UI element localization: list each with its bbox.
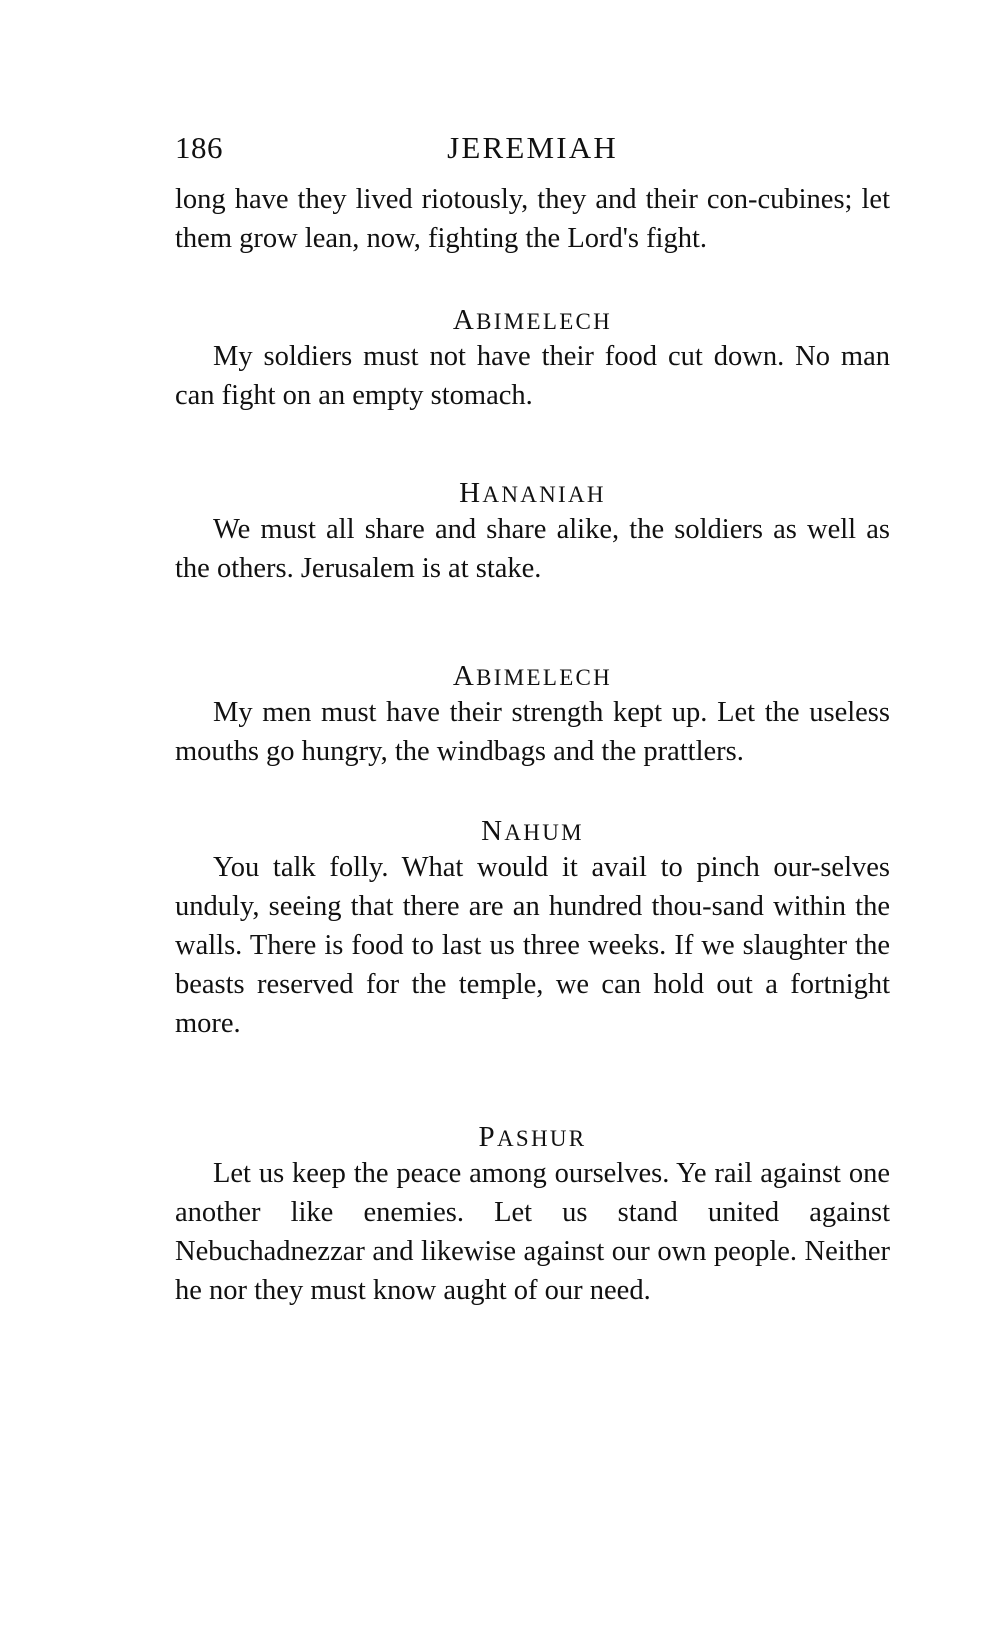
- speaker-abimelech-1: [175, 304, 890, 337]
- running-title: JEREMIAH: [447, 130, 618, 165]
- speech-abimelech-2: My men must have their strength kept up. Let the useless mouths go hungry, the windbags and the prattlers.: [175, 697, 890, 767]
- speaker-name-rest: ASHUR: [496, 1126, 587, 1151]
- speaker-name-rest: ANANIAH: [482, 482, 606, 507]
- speaker-initial: P: [478, 1121, 497, 1153]
- speech-abimelech-1: My soldiers must not have their food cut down. No man can fight on an empty stomach.: [175, 341, 890, 411]
- page-header: [175, 120, 890, 180]
- speaker-pashur-group: [175, 1121, 890, 1310]
- speaker-hananiah: [175, 477, 890, 510]
- speaker-initial: N: [481, 815, 505, 847]
- speaker-nahum: [175, 815, 890, 848]
- speaker-nahum-group: [175, 815, 890, 1043]
- speaker-abimelech-2: [175, 660, 890, 693]
- speaker-initial: A: [452, 304, 477, 336]
- speaker-name-rest: AHUM: [504, 820, 584, 845]
- speaker-hananiah-group: [175, 477, 890, 588]
- speech-pashur: Let us keep the peace among ourselves. Ye rail against one another like enemies. Let us stand united against Nebuchadnezzar and likewise against our own people. Neither he nor they must know aught of our need.: [175, 1158, 890, 1306]
- speaker-name-rest: BIMELECH: [476, 309, 613, 334]
- page-number: 186: [175, 130, 223, 165]
- speech-hananiah: We must all share and share alike, the soldiers as well as the others. Jerusalem is at stake.: [175, 514, 890, 584]
- speech-nahum: You talk folly. What would it avail to pinch our-selves unduly, seeing that there are an hundred thou-sand within the walls. There is food to last us three weeks. If we slaughter the beasts reserved for the temple, we can hold out a fortnight more.: [175, 852, 890, 1039]
- page-content: [175, 120, 890, 1310]
- speaker-initial: A: [452, 660, 477, 692]
- speaker-abimelech-1-group: [175, 304, 890, 415]
- speaker-abimelech-2-group: [175, 660, 890, 771]
- speaker-pashur: [175, 1121, 890, 1154]
- opening-paragraph: long have they lived riotously, they and their con-cubines; let them grow lean, now, fighting the Lord's fight.: [175, 184, 890, 254]
- speaker-name-rest: BIMELECH: [476, 665, 613, 690]
- speaker-initial: H: [459, 477, 483, 509]
